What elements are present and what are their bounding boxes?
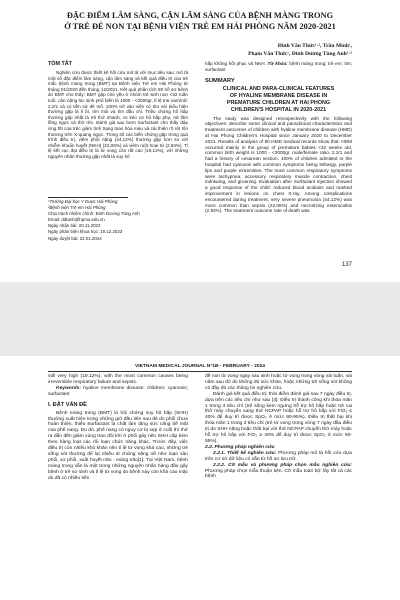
footnote-rule xyxy=(48,197,128,198)
tom-tat-heading: TÓM TẮT xyxy=(48,61,72,67)
journal-header: VIETNAM MEDICAL JOURNAL N°1B - FEBRUARY - 2024 xyxy=(134,364,266,369)
keywords-vi xyxy=(205,61,352,73)
sub-2-2-1-text: Phương pháp mô tả hồi cứu dựa trên cơ sở dữ liệu có sẵn từ hồ sơ lưu trữ. xyxy=(205,450,352,462)
section-heading-intro: I. ĐẶT VẤN ĐỀ xyxy=(48,401,87,408)
article-page-2 xyxy=(0,356,400,600)
footnotes xyxy=(48,199,188,242)
email: Email: ddtanh@hpmu.edu.vn xyxy=(48,217,105,223)
date-received: Ngày nhận bài: 20.11.2023 xyxy=(48,223,101,229)
date-accepted: Ngày duyệt bài: 22.01.2024 xyxy=(48,235,102,241)
page2-right-column xyxy=(205,374,352,480)
sub-2-2-1-label: 2.2.1. Thiết kế nghiên cứu: xyxy=(213,450,277,456)
summary-title-line-4: CHILDREN'S HOSPITAL IN 2020-2021 xyxy=(230,106,327,113)
intro-body: Bệnh màng trong (BMT) là hội chứng suy hô hấp (SHH) thường xuất hiện trong những giờ đầu tiên sau đẻ do phổi chưa hoàn thiện, thiếu Surfactant là chất làm tăng sức căng bề mặt của phế nang. Do đó, phế nang có nguy cơ bị xẹp ở cuối thì thở ra dẫn đến giảm vùng trao đổi khí ở phổi gây nên SHH cấp kèm theo hàng loạt các rối loạn chức năng khác. Trước đây, việc điều trị còn nhiều khó khăn nên tỉ lệ tử vong khá cao, những trẻ sống sót thường để lại nhiều di chứng nặng nề như loạn sản phổi, xơ phổi, xuất huyết não - màng não[1]. Tại Việt Nam, bệnh màng trong vẫn là một trong những nguyên nhân hàng đầu gây bệnh ở trẻ sơ sinh và tỉ lệ tử vong do bệnh này còn khá cao mặc dù đã có nhiều tiến xyxy=(48,410,188,481)
subheading-2-2: 2.2. Phương pháp nghiên cứu xyxy=(205,444,275,450)
article-page-1 xyxy=(0,0,400,282)
sub-2-2-2-text: Phương pháp chọn mẫu thuận tiện. Cỡ mẫu toàn bộ: lấy tất cả các bệnh xyxy=(205,468,352,480)
title-line-2: Ở TRẺ ĐẺ NON TẠI BỆNH VIỆN TRẺ EM HẢI PHÒNG NĂM 2020-2021 xyxy=(64,21,336,31)
affiliation-2: ²Bệnh viện Trẻ em Hải Phòng xyxy=(48,205,106,211)
keywords-label-en: Keywords: xyxy=(56,385,82,391)
abstract-vi xyxy=(48,61,188,160)
authors-line-2: Phạm Văn Thức¹, Đinh Dương Tùng Anh¹·² xyxy=(248,50,352,57)
keywords-vi-text: bệnh màng trong; trẻ em; tim; surfactant xyxy=(205,61,352,72)
tom-tat-body: Nghiên cứu được thiết kế hồi cứu mô tả với mục tiêu sau: mô tả một số đặc điểm lâm sàng, cận lâm sàng và kết quả điều trị của trẻ mắc bệnh màng trong (BMT) tại Bệnh viện Trẻ em Hải Phòng từ tháng 01/2020 đến tháng 12/2021. Kết quả phân tích 80 hồ sơ bệnh án BMT cho thấy: BMT gặp chủ yếu ở nhóm trẻ sinh non <32 tuần tuổi, cân nặng lúc sinh phổ biến là 1000 - <2000gr, tỉ lệ trai nam/nữ: 2,2/1 và có tiền sử đẻ mổ. 100% trẻ vào viện có tím với biểu hiện thường gặp là li bì, tím môi và tím đầu chi. Triệu chứng hô hấp thường gặp nhất là trẻ thở nhanh, co kéo cơ hô hấp phụ, rút lõm lồng ngực và thở rên. Đánh giá sau bơm Surfactant cho thấy đáp ứng tốt của trẻc giảm tình trạng toan hóa máu và cải thiện rõ rệt tổn thương trên X-quang ngực. Trong số các biến chứng gặp trong quá trình điều trị, viêm phổi nặng (44,12%) thường gặp hơn so với nhiễm khuẩn huyết (NKH) (22,06%) và viêm ruột hoại tử (2,94%). Tỉ lệ kết cục đạt điều trị là từ vong còn rất cao (19,12%), với những nguyên nhân thường gặp nhất là suy hô xyxy=(48,70,188,159)
sub-2-2-2 xyxy=(205,463,352,481)
keywords-label-vi: Từ khóa: xyxy=(267,61,288,66)
authors-line-1: Đinh Văn Thức¹·², Trần Minh¹, xyxy=(277,43,352,49)
authors xyxy=(248,43,352,58)
keywords-en xyxy=(48,386,188,398)
keywords-en-text: hyaline membrane disease; children; cyanosis; surfactant xyxy=(48,385,188,397)
summary-title xyxy=(205,86,352,114)
sub-2-2-1 xyxy=(205,451,352,463)
summary-end: still very high (19.12%), with the most common causes being irreversible respiratory failure and sepsis. xyxy=(48,374,188,385)
abstract-en-column xyxy=(205,61,352,214)
page-number: 137 xyxy=(341,262,352,268)
page2-left-column xyxy=(48,374,188,482)
sub-2-2-2-label: 2.2.2. Cỡ mẫu và phương pháp chọn mẫu nghiên cứu: xyxy=(213,462,352,468)
article-title xyxy=(48,11,352,32)
corresponding-author: Chịu trách nhiệm chính: Đinh Dương Tùng Anh xyxy=(48,211,140,217)
page-gap xyxy=(0,282,400,356)
summary-title-line-2: OF HYALINE MEMBRANE DISEASE IN xyxy=(229,92,328,99)
right-body-1: đề non từ vong ngay sau sinh hoặc từ vong trong vòng vài tuần, vài năm sau đó do không đủ sức khỏe, hoặc những trẻ sống sót không có đầy đủ các thông tin nghiên cứu. xyxy=(205,374,352,391)
affiliation-1: ¹Trường Đại học Y Dược Hải Phòng xyxy=(48,199,118,204)
header-rule xyxy=(48,371,352,372)
summary-body: The study was designed retrospectively with the following objectives: describe some clinical and paraclinical characteristics and treatment outcomes of children with hyaline membrane disease (HMD) at Hai Phong Children's Hospital since January 2020 to December 2021. Results of analysis of 80 HMD medical records show that: HDM occurred mainly in the group of premature babies <32 weeks old, common birth weight is 1000 - <2000gr, male/female ratio: 2.2/1 and had a history of cesarean section. 100% of children admitted to the hospital had cyanosis with common symptoms being lethargy, purple lips and purple extremities. The most common respiratory symptoms were tachypnea, accessory respiratory muscle contraction, chest indrawing, and groaning. Evaluation after Surfactant injection showed a good response of the child: reduced blood acidosis and marked improvement in lesions on chest X-ray. Among complications encountered during treatment, very severe pneumonia (44.12%) was more common than sepsis (22.06%) and necrotizing enterocolitis (2.94%). The treatment outcome rate of death was xyxy=(205,115,352,214)
summary-title-line-1: CLINICAL AND PARA-CLINICAL FEATURES xyxy=(222,85,335,92)
right-body-2: Đánh giá kết quả điều trị: thời điểm đánh giá sau 7 ngày điều trị, dựa trên các tiêu chí như sau [4]: Điều trị thành công khi thỏa mãn 1 trong 3 tiêu chí (trẻ sống kèm ngưng hỗ trợ hô hấp hoặc trẻ cai thở máy chuyển sang thở NCPAP hoặc hỗ trợ hô hấp với FiO₂ ≤ 40% để duy trì được SpO₂ ở mức 90-95%). Điều trị thất bại khi thỏa mãn 1 trong 3 tiêu chí (trẻ tử vong trong vòng 7 ngày đầu điều trị do SHH nặng hoặc thất bại với thở NCPAP chuyển thở máy hoặc hỗ trợ hô hấp với FiO₂ ≥ 40% để duy trì được SpO₂ ở mức 90-95%). xyxy=(205,391,352,444)
date-reviewed: Ngày phản biện khoa học: 19.12.2023 xyxy=(48,229,123,235)
summary-title-line-3: PREMATURE CHILDREN AT HAI PHONG xyxy=(226,99,331,106)
right-top-text: hấp không hồi phục và NKH. xyxy=(205,61,266,66)
summary-heading: SUMMARY xyxy=(205,77,235,84)
title-line-1: ĐẶC ĐIỂM LÂM SÀNG, CẬN LÂM SÀNG CỦA BỆNH MÀNG TRONG xyxy=(66,11,334,20)
